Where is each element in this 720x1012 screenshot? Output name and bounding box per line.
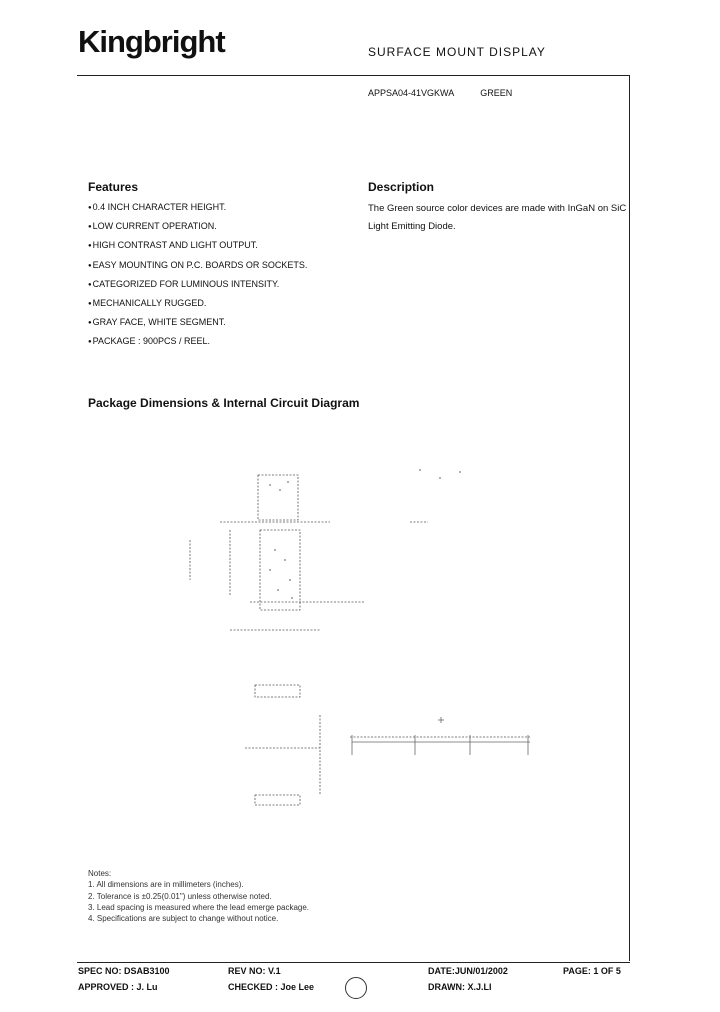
feature-item: ● GRAY FACE, WHITE SEGMENT. xyxy=(88,316,307,335)
feature-item: ● 0.4 INCH CHARACTER HEIGHT. xyxy=(88,201,307,220)
part-line xyxy=(368,88,512,98)
footer-divider xyxy=(77,962,630,963)
rev-no: REV NO: V.1 xyxy=(228,966,281,976)
notes-heading: Notes: xyxy=(88,869,112,878)
note-item: 2. Tolerance is ±0.25(0.01") unless otherwise noted. xyxy=(88,891,272,901)
note-item: 3. Lead spacing is measured where the lead emerge package. xyxy=(88,902,310,912)
part-number: APPSA04-41VGKWA xyxy=(368,88,454,98)
notes xyxy=(88,868,309,924)
features-list xyxy=(88,201,307,355)
features-heading: Features xyxy=(88,180,139,194)
feature-item: ● MECHANICALLY RUGGED. xyxy=(88,297,307,316)
feature-item: ● EASY MOUNTING ON P.C. BOARDS OR SOCKETS. xyxy=(88,259,307,278)
note-item: 4. Specifications are subject to change without notice. xyxy=(88,914,279,924)
description-text: The Green source color devices are made with InGaN on SiC Light Emitting Diode. xyxy=(368,203,627,232)
kingbright-logo: Kingbright xyxy=(78,24,225,59)
feature-item: ● HIGH CONTRAST AND LIGHT OUTPUT. xyxy=(88,239,307,258)
date: DATE:JUN/01/2002 xyxy=(428,966,508,976)
package-heading: Package Dimensions & Internal Circuit Diagram xyxy=(88,396,360,410)
page-number: PAGE: 1 OF 5 xyxy=(563,966,621,976)
checked-by: CHECKED : Joe Lee xyxy=(228,982,315,992)
spec-no: SPEC NO: DSAB3100 xyxy=(78,966,170,976)
feature-item: ● CATEGORIZED FOR LUMINOUS INTENSITY. xyxy=(88,278,307,297)
description-heading: Description xyxy=(368,180,435,194)
feature-item: ● LOW CURRENT OPERATION. xyxy=(88,220,307,239)
approved-by: APPROVED : J. Lu xyxy=(78,982,158,992)
approval-stamp xyxy=(345,977,367,999)
part-color: GREEN xyxy=(480,88,513,98)
feature-item: ● PACKAGE : 900PCS / REEL. xyxy=(88,335,307,354)
document-title: SURFACE MOUNT DISPLAY xyxy=(368,45,546,59)
notes-list xyxy=(88,879,309,924)
note-item: 1. All dimensions are in millimeters (inches). xyxy=(88,880,244,890)
package-drawing xyxy=(170,430,590,840)
drawn-by: DRAWN: X.J.LI xyxy=(428,982,492,992)
